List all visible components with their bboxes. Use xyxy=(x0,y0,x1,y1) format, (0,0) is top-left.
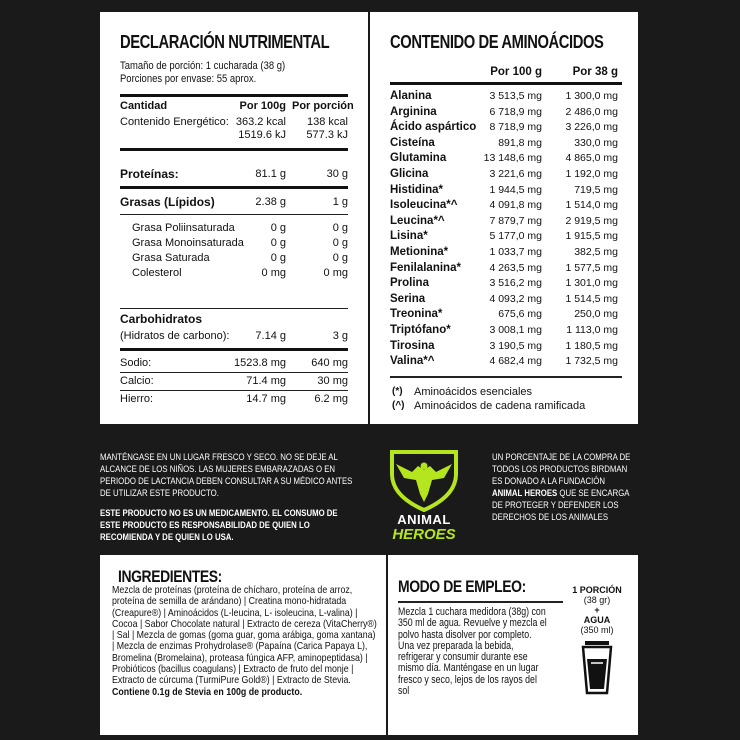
amino-value-100g: 3 513,5 mg xyxy=(489,90,542,102)
divider xyxy=(120,94,348,97)
amino-name: Tirosina xyxy=(390,340,435,352)
amino-name: Leucina*^ xyxy=(390,215,445,227)
amino-value-100g: 3 516,2 mg xyxy=(489,277,542,289)
nutrient-value-portion: 0 g xyxy=(332,252,348,264)
amino-name: Glicina xyxy=(390,168,429,180)
mineral-label: Hierro: xyxy=(120,393,154,405)
amino-value-100g: 3 008,1 mg xyxy=(489,324,542,336)
amino-name: Treonina* xyxy=(390,308,443,320)
mineral-value-100g: 1523.8 mg xyxy=(234,357,286,369)
amino-value-38g: 1 915,5 mg xyxy=(565,230,618,242)
amino-value-100g: 4 093,2 mg xyxy=(489,293,542,305)
amino-name: Valina*^ xyxy=(390,355,435,367)
amino-name: Lisina* xyxy=(390,230,428,242)
amino-name: Cisteína xyxy=(390,137,435,149)
stevia-note: Contiene 0.1g de Stevia en 100g de producto. xyxy=(112,685,303,698)
logo-text-animal: ANIMAL xyxy=(397,512,451,527)
amino-value-100g: 8 718,9 mg xyxy=(489,121,542,133)
dose-graphic xyxy=(560,585,634,699)
mineral-value-portion: 640 mg xyxy=(311,357,348,369)
energy-kj-portion: 577.3 kJ xyxy=(306,129,348,141)
amino-name: Isoleucina*^ xyxy=(390,199,458,211)
ingredients-list xyxy=(112,585,379,698)
amino-name: Glutamina xyxy=(390,152,447,164)
nutrient-value-100g: 0 g xyxy=(270,237,286,249)
medical-disclaimer: ESTE PRODUCTO NO ES UN MEDICAMENTO. EL CONSUMO DE ESTE PRODUCTO ES RESPONSABILIDAD DE QUIEN LO RECOMIENDA Y DE QUIEN LO USA. xyxy=(100,508,338,543)
amino-value-38g: 1 180,5 mg xyxy=(565,340,618,352)
carbohydrates-100g: 7.14 g xyxy=(255,330,286,342)
amino-name: Fenilalanina* xyxy=(390,262,461,274)
nutrient-label: Grasa Saturada xyxy=(132,252,210,264)
amino-value-100g: 3 221,6 mg xyxy=(489,168,542,180)
mineral-label: Calcio: xyxy=(120,375,154,387)
dose-water-ml: (350 ml) xyxy=(580,625,614,635)
divider xyxy=(120,214,348,215)
dose-plus: + xyxy=(594,605,600,615)
amino-value-38g: 1 577,5 mg xyxy=(565,262,618,274)
mineral-label: Sodio: xyxy=(120,357,152,369)
amino-header-100g: Por 100 g xyxy=(490,66,542,78)
mineral-value-100g: 71.4 mg xyxy=(246,375,286,387)
amino-value-38g: 1 300,0 mg xyxy=(565,90,618,102)
amino-value-100g: 4 682,4 mg xyxy=(489,355,542,367)
nutrient-value-100g: 81.1 g xyxy=(255,168,286,180)
nutrient-value-portion: 1 g xyxy=(332,196,348,208)
amino-value-38g: 1 301,0 mg xyxy=(565,277,618,289)
amino-acids-panel xyxy=(370,12,638,424)
amino-value-38g: 330,0 mg xyxy=(574,137,618,149)
storage-warning: MANTÉNGASE EN UN LUGAR FRESCO Y SECO. NO SE DEJE AL ALCANCE DE LOS NIÑOS. LAS MUJERES EMBARAZADAS O EN PERIODO DE LACTANCIA DEBEN CONSULTAR A SU MÉDICO ANTES DE UTILIZAR ESTE PRODUCTO. xyxy=(100,452,353,499)
amino-name: Histidina* xyxy=(390,184,444,196)
donation-text xyxy=(492,452,631,524)
donation-foundation: ANIMAL HEROES xyxy=(492,488,558,499)
amino-value-38g: 3 226,0 mg xyxy=(565,121,618,133)
ingredients-panel xyxy=(100,555,386,735)
amino-value-100g: 1 033,7 mg xyxy=(489,246,542,258)
serving-size: Tamaño de porción: 1 cucharada (38 g) xyxy=(120,60,286,72)
amino-value-38g: 1 192,0 mg xyxy=(565,168,618,180)
carbohydrates-label: Carbohidratos xyxy=(120,312,203,326)
carbohydrates-portion: 3 g xyxy=(332,330,348,342)
divider xyxy=(120,308,348,309)
divider xyxy=(390,376,622,378)
shaker-cup-icon xyxy=(577,637,617,697)
amino-value-38g: 1 732,5 mg xyxy=(565,355,618,367)
amino-value-38g: 1 113,0 mg xyxy=(566,324,618,336)
nutrient-label: Colesterol xyxy=(132,267,182,279)
divider xyxy=(120,390,348,391)
nutrient-value-100g: 2.38 g xyxy=(255,196,286,208)
donation-text-a: UN PORCENTAJE DE LA COMPRA DE TODOS LOS PRODUCTOS BIRDMAN ES DONADO A LA FUNDACIÓN xyxy=(492,452,631,487)
ingredients-title: INGREDIENTES: xyxy=(118,567,222,586)
dose-portion-grams: (38 gr) xyxy=(583,595,611,605)
amino-value-100g: 4 263,5 mg xyxy=(489,262,542,274)
nutrition-title: DECLARACIÓN NUTRIMENTAL xyxy=(120,32,330,52)
energy-label: Contenido Energético: xyxy=(120,116,229,128)
nutri-header-qty: Cantidad xyxy=(120,100,168,112)
usage-panel xyxy=(388,555,638,735)
logo-text-heroes: HEROES xyxy=(392,526,456,543)
divider xyxy=(398,601,563,603)
nutrient-value-portion: 30 g xyxy=(326,168,348,180)
energy-kcal-portion: 138 kcal xyxy=(307,116,348,128)
amino-name: Ácido aspártico xyxy=(390,121,477,133)
mineral-value-100g: 14.7 mg xyxy=(246,393,286,405)
amino-header-38g: Por 38 g xyxy=(572,66,618,78)
animal-heroes-logo xyxy=(382,444,466,544)
amino-name: Metionina* xyxy=(390,246,449,258)
amino-title: CONTENIDO DE AMINOÁCIDOS xyxy=(390,32,604,52)
nutrient-label: Proteínas: xyxy=(120,167,179,181)
amino-name: Alanina xyxy=(390,90,432,102)
amino-value-38g: 2 919,5 mg xyxy=(565,215,618,227)
usage-instructions: Mezcla 1 cuchara medidora (38g) con 350 ml de agua. Revuelve y mezcla el polvo hasta disolver por completo. Una vez preparada la bebida, refrigerar y consumir durante ese mismo día. Manténgase en un lugar fresco y seco, lejos de los rayos del sol xyxy=(398,606,547,698)
legend-text: Aminoácidos de cadena ramificada xyxy=(414,400,586,412)
servings-per-container: Porciones por envase: 55 aprox. xyxy=(120,73,257,85)
usage-title: MODO DE EMPLEO: xyxy=(398,577,526,596)
amino-value-100g: 4 091,8 mg xyxy=(489,199,542,211)
amino-value-38g: 382,5 mg xyxy=(574,246,618,258)
nutrient-value-100g: 0 g xyxy=(270,222,286,234)
donation-text-b: QUE SE ENCARGA DE PROTEGER Y DEFENDER LOS DERECHOS DE LOS ANIMALES xyxy=(492,488,630,523)
amino-value-100g: 891,8 mg xyxy=(498,137,542,149)
nutri-header-portion: Por porción xyxy=(292,100,354,112)
divider xyxy=(390,82,622,85)
info-band xyxy=(100,432,638,550)
nutrition-facts-panel xyxy=(100,12,368,424)
amino-value-100g: 1 944,5 mg xyxy=(489,184,542,196)
mineral-value-portion: 6.2 mg xyxy=(314,393,348,405)
nutri-header-100g: Por 100g xyxy=(239,100,286,112)
nutrient-value-100g: 0 mg xyxy=(261,267,286,279)
legend-symbol: (^) xyxy=(392,400,405,411)
nutrient-label: Grasa Monoinsaturada xyxy=(132,237,244,249)
amino-value-38g: 2 486,0 mg xyxy=(565,106,618,118)
amino-value-38g: 1 514,5 mg xyxy=(565,293,618,305)
carbohydrates-sublabel: (Hidratos de carbono): xyxy=(120,330,230,342)
divider xyxy=(120,186,348,189)
amino-value-100g: 13 148,6 mg xyxy=(483,152,542,164)
nutrient-value-100g: 0 g xyxy=(270,252,286,264)
amino-value-38g: 1 514,0 mg xyxy=(565,199,618,211)
amino-name: Arginina xyxy=(390,106,437,118)
dose-water: AGUA xyxy=(583,615,611,625)
divider xyxy=(120,348,348,351)
amino-name: Triptófano* xyxy=(390,324,451,336)
divider xyxy=(120,372,348,373)
nutrient-value-portion: 0 mg xyxy=(323,267,348,279)
amino-value-100g: 675,6 mg xyxy=(498,308,542,320)
nutrient-value-portion: 0 g xyxy=(332,222,348,234)
amino-value-100g: 6 718,9 mg xyxy=(489,106,542,118)
nutrient-label: Grasa Poliinsaturada xyxy=(132,222,235,234)
amino-value-38g: 719,5 mg xyxy=(574,184,618,196)
energy-kj-100g: 1519.6 kJ xyxy=(238,129,286,141)
amino-value-100g: 3 190,5 mg xyxy=(489,340,542,352)
ingredients-text: Mezcla de proteínas (proteína de chícharo, proteína de arroz, proteína de semilla de arándano) | Creatina mono-hidratada (Creapure®) | Aminoácidos (L-leucina, L- isoleucina, L-valina) | Cocoa | Sabor Chocolate natural | Extracto de cereza (VitaCherry®) | Sal | Mezcla de gomas (goma guar, goma arábiga, goma xantana) | Mezcla de enzimas Prohydrolase® (Papaína (Carica Papaya L), Bromelina (Bromelaina), proteasa fúngica AFP, aminopeptidasa) | Probióticos (bacillus coagulans) | Extracto de fruto del monje | Extracto de cúrcuma (TurmiPure Gold®) | Extracto de Stevia. xyxy=(112,584,377,687)
mineral-value-portion: 30 mg xyxy=(317,375,348,387)
amino-value-38g: 4 865,0 mg xyxy=(565,152,618,164)
amino-value-100g: 5 177,0 mg xyxy=(489,230,542,242)
nutrient-value-portion: 0 g xyxy=(332,237,348,249)
amino-value-100g: 7 879,7 mg xyxy=(489,215,542,227)
amino-value-38g: 250,0 mg xyxy=(574,308,618,320)
nutrient-label: Grasas (Lípidos) xyxy=(120,195,215,209)
amino-name: Serina xyxy=(390,293,426,305)
energy-kcal-100g: 363.2 kcal xyxy=(235,116,286,128)
dose-portion: 1 PORCIÓN xyxy=(572,585,622,595)
eagle-shield-icon xyxy=(382,444,466,514)
legend-text: Aminoácidos esenciales xyxy=(414,386,533,398)
legend-symbol: (*) xyxy=(392,386,403,397)
divider xyxy=(120,148,348,151)
amino-name: Prolina xyxy=(390,277,429,289)
